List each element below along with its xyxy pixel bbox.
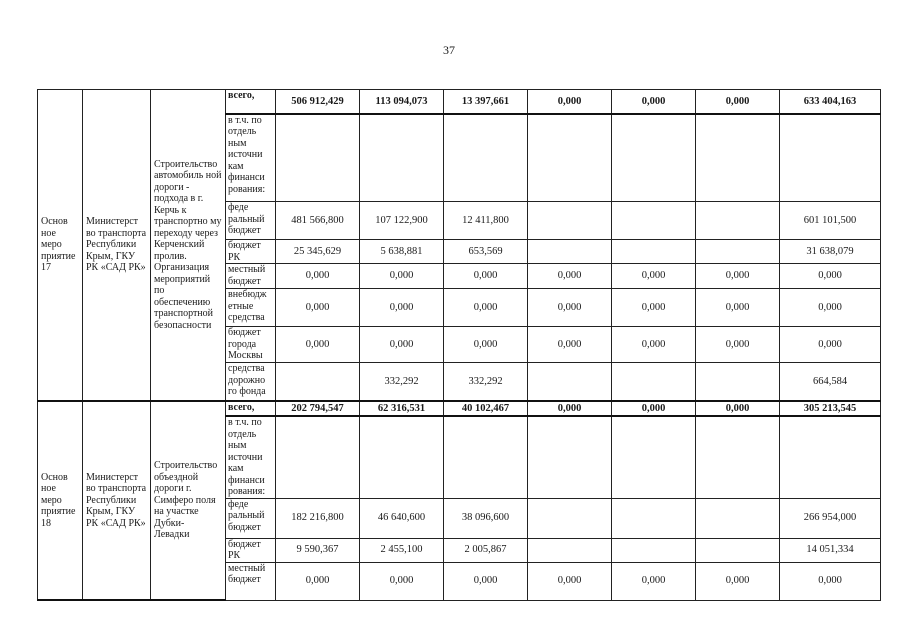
value-cell [360,114,444,202]
value-cell: 0,000 [360,264,444,289]
value-cell: 0,000 [444,289,528,327]
value-cell [696,363,780,401]
value-cell [612,538,696,562]
value-cell: 46 640,600 [360,498,444,538]
value-cell: 62 316,531 [360,401,444,417]
row-label-cell: Основ ное меро приятие 17 [38,90,83,401]
funding-source-cell: бюджет РК [226,240,276,264]
value-cell: 38 096,600 [444,498,528,538]
value-cell: 332,292 [360,363,444,401]
value-cell: 0,000 [276,562,360,600]
total-value-cell: 14 051,334 [780,538,881,562]
financing-table [37,89,881,601]
funding-source-cell: местный бюджет [226,264,276,289]
value-cell: 107 122,900 [360,202,444,240]
funding-source-cell: всего, [226,401,276,417]
value-cell: 0,000 [528,90,612,114]
funding-source-cell: в т.ч. по отдель ным источни кам финанси рования: [226,416,276,498]
value-cell: 0,000 [612,289,696,327]
value-cell: 0,000 [696,289,780,327]
total-value-cell: 31 638,079 [780,240,881,264]
value-cell [696,416,780,498]
total-value-cell: 0,000 [780,289,881,327]
value-cell: 40 102,467 [444,401,528,417]
value-cell: 0,000 [612,90,696,114]
value-cell [612,202,696,240]
funding-source-cell: внебюдж етные средства [226,289,276,327]
page-number: 37 [443,43,455,57]
value-cell: 0,000 [528,562,612,600]
value-cell: 5 638,881 [360,240,444,264]
value-cell: 0,000 [360,327,444,363]
value-cell [528,538,612,562]
value-cell [528,202,612,240]
total-value-cell: 664,584 [780,363,881,401]
value-cell: 0,000 [612,327,696,363]
total-value-cell: 601 101,500 [780,202,881,240]
value-cell: 0,000 [444,264,528,289]
value-cell: 113 094,073 [360,90,444,114]
table-row [38,90,881,114]
value-cell: 0,000 [528,264,612,289]
total-value-cell: 0,000 [780,327,881,363]
value-cell: 0,000 [276,327,360,363]
value-cell [612,363,696,401]
value-cell: 0,000 [276,264,360,289]
funding-source-cell: феде ральный бюджет [226,202,276,240]
description-cell: Строительство объездной дороги г. Симферо поля на участке Дубки- Левадки [151,401,226,601]
value-cell: 653,569 [444,240,528,264]
value-cell: 0,000 [696,90,780,114]
funding-source-cell: бюджет города Москвы [226,327,276,363]
funding-source-cell: в т.ч. по отдель ным источни кам финанси рования: [226,114,276,202]
value-cell: 182 216,800 [276,498,360,538]
total-value-cell: 633 404,163 [780,90,881,114]
value-cell: 12 411,800 [444,202,528,240]
value-cell: 0,000 [696,401,780,417]
value-cell: 0,000 [696,264,780,289]
value-cell [444,416,528,498]
value-cell [444,114,528,202]
description-cell: Строительство автомобиль ной дороги - подхода в г. Керчь к транспортно му переходу через Керченский пролив. Организация мероприятий по обеспечению транспортной безопасности [151,90,226,401]
value-cell [612,498,696,538]
value-cell [276,363,360,401]
value-cell: 25 345,629 [276,240,360,264]
value-cell [696,114,780,202]
value-cell: 0,000 [612,401,696,417]
funding-source-cell: местный бюджет [226,562,276,600]
value-cell: 0,000 [612,264,696,289]
funding-source-cell: всего, [226,90,276,114]
total-value-cell [780,416,881,498]
value-cell [276,416,360,498]
row-label-cell: Основ ное меро приятие 18 [38,401,83,601]
value-cell: 0,000 [612,562,696,600]
value-cell: 0,000 [696,562,780,600]
value-cell: 0,000 [360,562,444,600]
value-cell: 0,000 [528,289,612,327]
total-value-cell: 0,000 [780,562,881,600]
value-cell [696,240,780,264]
value-cell: 0,000 [360,289,444,327]
value-cell: 2 455,100 [360,538,444,562]
value-cell: 0,000 [696,327,780,363]
value-cell [360,416,444,498]
funding-source-cell: средства дорожно го фонда [226,363,276,401]
value-cell: 506 912,429 [276,90,360,114]
value-cell: 202 794,547 [276,401,360,417]
value-cell: 9 590,367 [276,538,360,562]
value-cell [612,416,696,498]
value-cell [612,114,696,202]
value-cell [528,114,612,202]
executor-cell: Министерст во транспорта Республики Крым, ГКУ РК «САД РК» [83,90,151,401]
total-value-cell: 305 213,545 [780,401,881,417]
value-cell: 0,000 [276,289,360,327]
value-cell: 0,000 [444,327,528,363]
value-cell [696,538,780,562]
value-cell: 2 005,867 [444,538,528,562]
total-value-cell: 0,000 [780,264,881,289]
value-cell: 0,000 [444,562,528,600]
funding-source-cell: бюджет РК [226,538,276,562]
funding-source-cell: феде ральный бюджет [226,498,276,538]
executor-cell: Министерст во транспорта Республики Крым, ГКУ РК «САД РК» [83,401,151,601]
total-value-cell [780,114,881,202]
value-cell: 13 397,661 [444,90,528,114]
value-cell: 481 566,800 [276,202,360,240]
value-cell [696,202,780,240]
value-cell: 0,000 [528,327,612,363]
value-cell [696,498,780,538]
value-cell [528,363,612,401]
value-cell [276,114,360,202]
value-cell [528,498,612,538]
total-value-cell: 266 954,000 [780,498,881,538]
table-row [38,401,881,417]
value-cell [612,240,696,264]
value-cell: 332,292 [444,363,528,401]
value-cell [528,416,612,498]
value-cell: 0,000 [528,401,612,417]
value-cell [528,240,612,264]
